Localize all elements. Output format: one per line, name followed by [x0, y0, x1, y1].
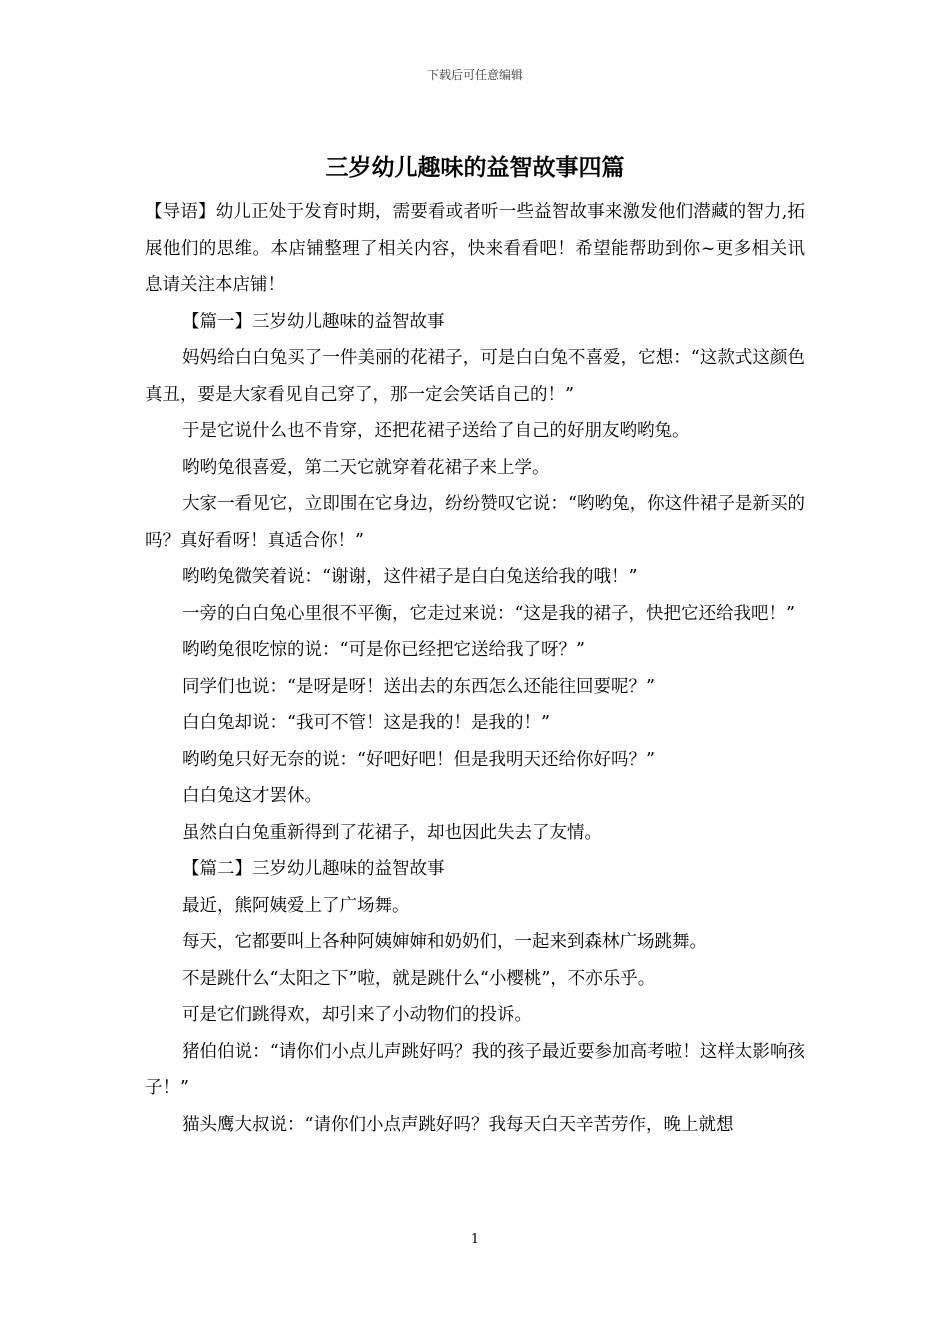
paragraph: 虽然白白兔重新得到了花裙子，却也因此失去了友情。: [182, 822, 602, 843]
header-note: 下载后可任意编辑: [426, 68, 523, 82]
paragraph: 哟哟兔很喜爱，第二天它就穿着花裙子来上学。: [182, 457, 550, 478]
section-heading-1: 【篇一】三岁幼儿趣味的益智故事: [182, 311, 445, 332]
paragraph: 猫头鹰大叔说：“请你们小点声跳好吗？我每天白天辛苦劳作，晚上就想: [182, 1114, 734, 1135]
paragraph: 白白兔却说：“我可不管！这是我的！是我的！”: [182, 713, 550, 733]
paragraph: 每天，它都要叫上各种阿姨婶婶和奶奶们，一起来到森林广场跳舞。: [182, 932, 707, 952]
paragraph: 大家一看见它，立即围在它身边，纷纷赞叹它说：“哟哟兔，你这件裙子是新买的吗？真好看呀！真适合你！”: [145, 494, 805, 551]
paragraph: 于是它说什么也不肯穿，还把花裙子送给了自己的好朋友哟哟兔。: [182, 421, 690, 441]
paragraph: 可是它们跳得欢，却引来了小动物们的投诉。: [182, 1005, 532, 1025]
paragraph: 最近，熊阿姨爱上了广场舞。: [182, 895, 410, 916]
paragraph: 哟哟兔只好无奈的说：“好吧好吧！但是我明天还给你好吗？”: [182, 749, 655, 770]
paragraph: 哟哟兔很吃惊的说：“可是你已经把它送给我了呀？”: [182, 640, 585, 660]
paragraph: 哟哟兔微笑着说：“谢谢，这件裙子是白白兔送给我的哦！”: [182, 567, 638, 587]
paragraph: 一旁的白白兔心里很不平衡，它走过来说：“这是我的裙子，快把它还给我吧！”: [182, 603, 795, 624]
paragraph: 不是跳什么“太阳之下”啦，就是跳什么“小樱桃”，不亦乐乎。: [182, 968, 656, 989]
paragraph: 同学们也说：“是呀是呀！送出去的东西怎么还能往回要呢？”: [182, 676, 655, 697]
paragraph: 妈妈给白白兔买了一件美丽的花裙子，可是白白兔不喜爱，它想：“这款式这颜色真丑，要是大家看见自己穿了，那一定会笑话自己的！”: [145, 348, 805, 405]
page-number: 1: [470, 1232, 480, 1247]
paragraph: 白白兔这才罢休。: [182, 786, 322, 806]
document-title: 三岁幼儿趣味的益智故事四篇: [325, 154, 625, 181]
document-body: [145, 194, 805, 1143]
paragraph: 猪伯伯说：“请你们小点儿声跳好吗？我的孩子最近要参加高考啦！这样太影响孩子！”: [145, 1041, 805, 1098]
section-heading-2: 【篇二】三岁幼儿趣味的益智故事: [182, 859, 445, 879]
intro-paragraph: 【导语】幼儿正处于发育时期，需要看或者听一些益智故事来激发他们潜藏的智力,拓展他们的思维。本店铺整理了相关内容，快来看看吧！希望能帮助到你~更多相关讯息请关注本店铺！: [145, 202, 805, 295]
